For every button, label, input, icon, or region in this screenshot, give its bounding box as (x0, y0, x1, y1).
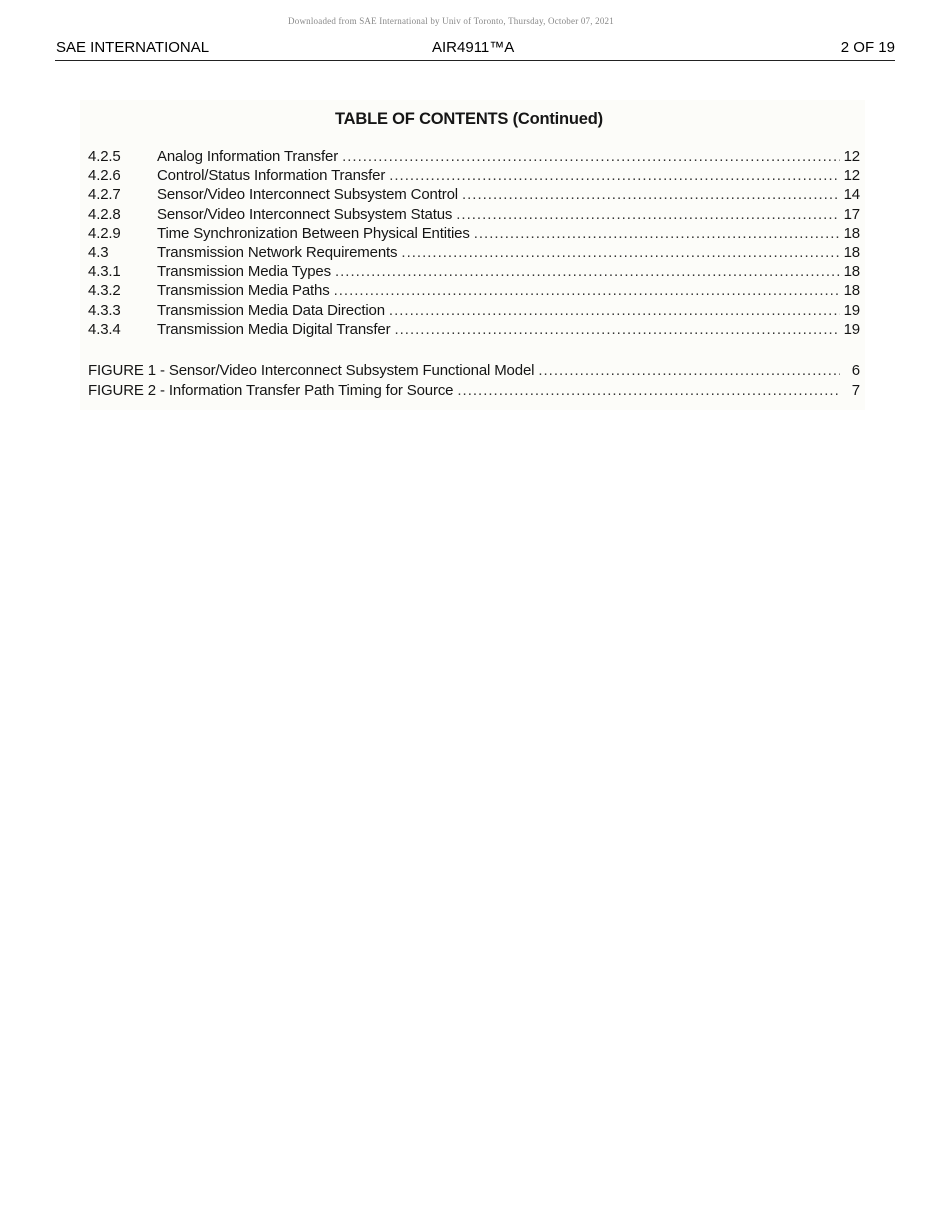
toc-entry-number: 4.3.1 (88, 263, 121, 281)
page-number: 2 OF 19 (840, 39, 895, 56)
toc-entry (88, 263, 860, 282)
toc-figure-entry (88, 362, 860, 382)
toc-entry-page: 19 (843, 320, 860, 338)
toc-entry-title: Transmission Media Data Direction (157, 301, 385, 319)
toc-figure-page: 6 (851, 362, 860, 379)
toc-entry-number: 4.3.4 (88, 320, 121, 338)
toc-entry-number: 4.2.7 (88, 186, 121, 204)
dot-leader (335, 263, 840, 280)
toc-entry (88, 282, 860, 301)
toc-figure-title: FIGURE 2 - Information Transfer Path Timing for Source (88, 382, 454, 399)
toc-entry (88, 148, 860, 167)
dot-leader (389, 302, 840, 319)
toc-figure-list (88, 362, 860, 402)
dot-leader (456, 206, 840, 223)
toc-entry-page: 18 (843, 224, 860, 242)
toc-section-list (88, 148, 860, 340)
toc-entry-title: Sensor/Video Interconnect Subsystem Status (157, 205, 453, 223)
toc-entry-page: 18 (843, 282, 860, 300)
toc-entry-page: 14 (843, 186, 860, 204)
dot-leader (334, 282, 840, 299)
table-of-contents (80, 100, 865, 410)
toc-entry-title: Control/Status Information Transfer (157, 167, 386, 185)
toc-entry-number: 4.2.9 (88, 224, 121, 242)
dot-leader (342, 148, 840, 165)
dot-leader (401, 244, 840, 261)
toc-entry-page: 19 (843, 301, 860, 319)
toc-entry-title: Transmission Media Digital Transfer (157, 320, 391, 338)
toc-entry-title: Time Synchronization Between Physical Entities (157, 224, 470, 242)
toc-entry-number: 4.3 (88, 243, 109, 261)
dot-leader (394, 321, 840, 338)
toc-entry-page: 12 (843, 167, 860, 185)
toc-entry-title: Analog Information Transfer (157, 148, 339, 165)
toc-entry (88, 225, 860, 244)
toc-figure-page: 7 (851, 382, 860, 399)
toc-entry-title: Transmission Media Paths (157, 282, 330, 300)
toc-entry-title: Transmission Network Requirements (157, 243, 398, 261)
download-watermark: Downloaded from SAE International by Univ of Toronto, Thursday, October 07, 2021 (288, 16, 614, 26)
dot-leader (462, 186, 840, 203)
dot-leader (457, 382, 840, 399)
toc-entry (88, 206, 860, 225)
toc-entry-number: 4.3.3 (88, 301, 121, 319)
dot-leader (474, 225, 840, 242)
dot-leader (538, 362, 840, 379)
page-header (55, 38, 895, 61)
toc-entry (88, 302, 860, 321)
toc-entry (88, 186, 860, 205)
toc-entry-number: 4.2.6 (88, 167, 121, 185)
toc-figure-title: FIGURE 1 - Sensor/Video Interconnect Subsystem Functional Model (88, 362, 535, 379)
toc-entry-title: Transmission Media Types (157, 263, 331, 281)
toc-entry-title: Sensor/Video Interconnect Subsystem Control (157, 186, 458, 204)
toc-entry-number: 4.2.5 (88, 148, 121, 165)
document-id: AIR4911™A (432, 39, 515, 56)
toc-entry-number: 4.2.8 (88, 205, 121, 223)
toc-entry (88, 244, 860, 263)
toc-entry-page: 12 (843, 148, 860, 165)
toc-entry-page: 17 (843, 205, 860, 223)
publisher-name: SAE INTERNATIONAL (56, 39, 210, 56)
toc-heading: TABLE OF CONTENTS (Continued) (335, 110, 603, 128)
toc-entry (88, 167, 860, 186)
toc-entry (88, 321, 860, 340)
toc-figure-entry (88, 382, 860, 402)
toc-entry-page: 18 (843, 243, 860, 261)
toc-entry-page: 18 (843, 263, 860, 281)
dot-leader (389, 167, 840, 184)
toc-entry-number: 4.3.2 (88, 282, 121, 300)
